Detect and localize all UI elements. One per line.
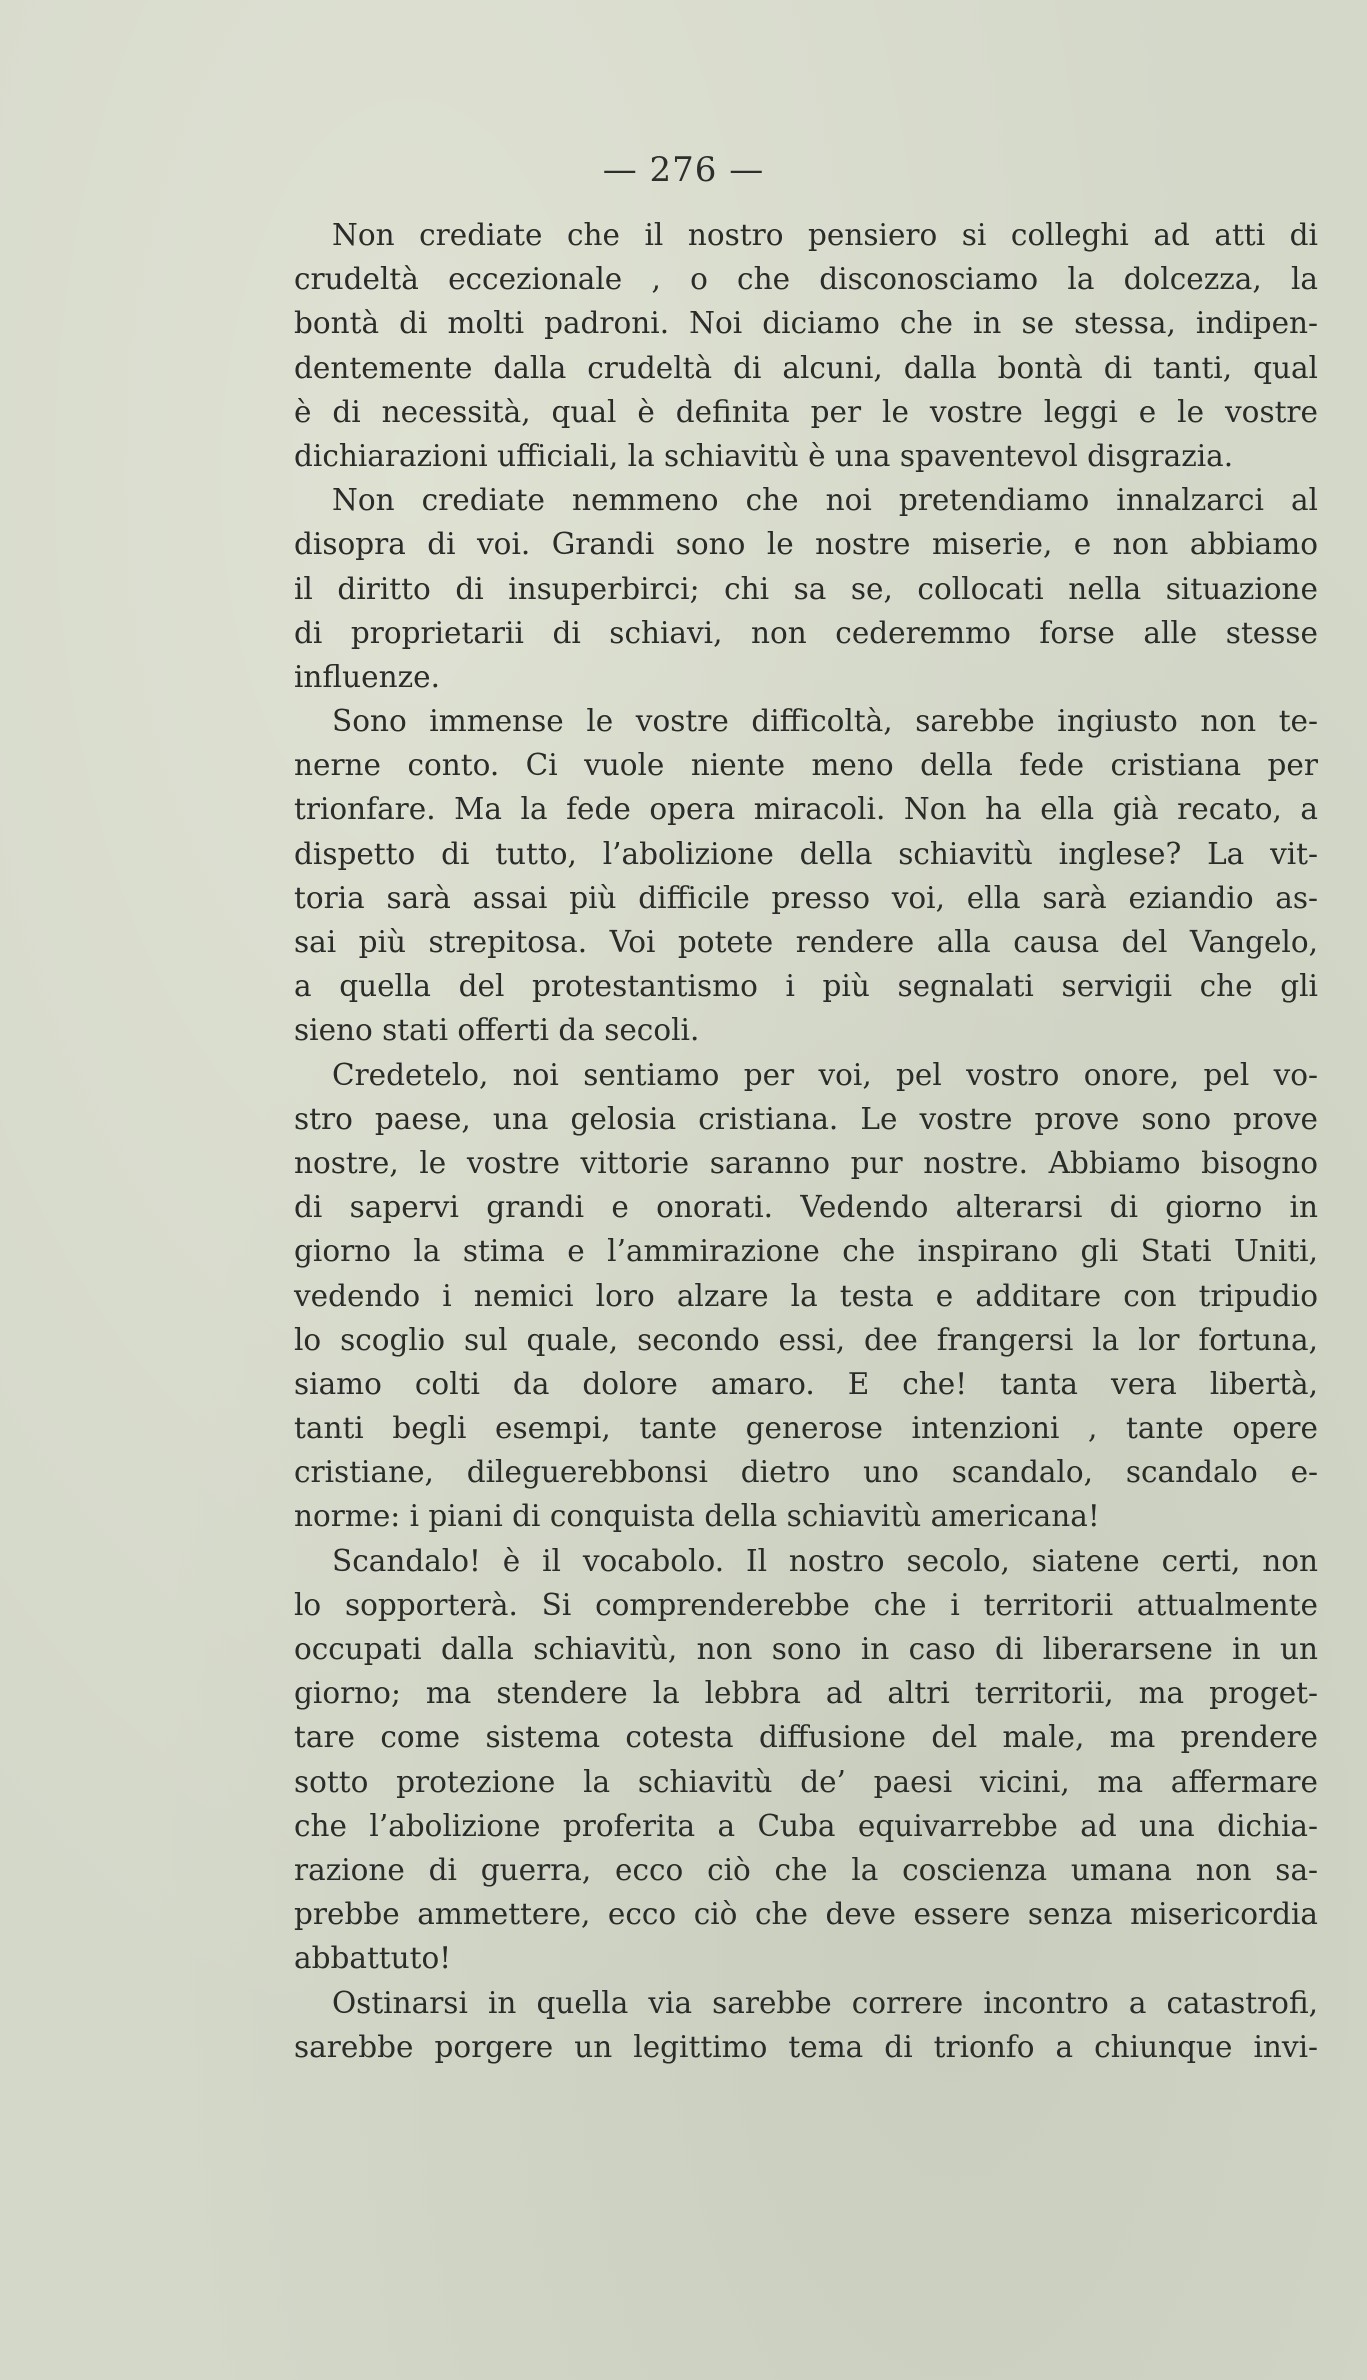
text-line-content: Credetelo, noi sentiamo per voi, pel vostro onore, pel vo- (332, 1057, 1318, 1092)
text-line-content: è di necessità, qual è definita per le vostre leggi e le vostre (294, 394, 1318, 429)
text-line-content: sotto protezione la schiavitù de’ paesi vicini, ma affermare (294, 1764, 1318, 1799)
text-line (294, 611, 1318, 655)
text-line (294, 1141, 1318, 1185)
text-line-content: occupati dalla schiavitù, non sono in caso di liberarsene in un (294, 1632, 1318, 1666)
text-line (294, 1229, 1318, 1273)
text-line-content: nerne conto. Ci vuole niente meno della fede cristiana per (294, 748, 1318, 783)
text-line-content: vedendo i nemici loro alzare la testa e additare con tripudio (294, 1278, 1318, 1313)
text-line-content: toria sarà assai più difficile presso voi, ella sarà eziandio as- (294, 880, 1318, 915)
text-line (294, 1053, 1318, 1097)
text-line-content: tanti begli esempi, tante generose intenzioni , tante opere (294, 1411, 1318, 1446)
text-line-content: cristiane, dileguerebbonsi dietro uno scandalo, scandalo e- (294, 1455, 1318, 1490)
text-line-content: bontà di molti padroni. Noi diciamo che in se stessa, indipen- (294, 306, 1318, 341)
text-line (294, 743, 1318, 787)
text-line-content: il diritto di insuperbirci; chi sa se, collocati nella situazione (294, 571, 1318, 606)
text-line (294, 213, 1318, 257)
text-line-content: sai più strepitosa. Voi potete rendere alla causa del Vangelo, (294, 925, 1318, 959)
text-line-content: siamo colti da dolore amaro. E che! tanta vera libertà, (294, 1366, 1318, 1401)
text-line (294, 1406, 1318, 1450)
text-line-content: Scandalo! è il vocabolo. Il nostro secolo, siatene certi, non (332, 1543, 1318, 1578)
text-line (294, 1981, 1318, 2025)
text-line-content: sieno stati offerti da secoli. (294, 1013, 700, 1048)
text-line (294, 1848, 1318, 1892)
text-line (294, 1715, 1318, 1759)
text-line (294, 787, 1318, 831)
text-line-content: crudeltà eccezionale , o che disconosciamo la dolcezza, la (294, 262, 1318, 297)
text-line (294, 257, 1318, 301)
text-line-content: dentemente dalla crudeltà di alcuni, dalla bontà di tanti, qual (294, 350, 1318, 385)
text-line (294, 1274, 1318, 1318)
text-line-content: influenze. (294, 659, 440, 694)
text-line (294, 1583, 1318, 1627)
text-line (294, 1008, 1318, 1052)
text-line-content: sarebbe porgere un legittimo tema di trionfo a chiunque invi- (294, 2029, 1318, 2064)
text-line (294, 1671, 1318, 1715)
text-line (294, 390, 1318, 434)
text-line (294, 478, 1318, 522)
text-line-content: tare come sistema cotesta diffusione del male, ma prendere (294, 1720, 1318, 1755)
text-line-content: lo sopporterà. Si comprenderebbe che i territorii attualmente (294, 1587, 1318, 1622)
text-line (294, 2025, 1318, 2069)
text-line (294, 1627, 1318, 1671)
text-line-content: prebbe ammettere, ecco ciò che deve essere senza misericordia (294, 1897, 1318, 1932)
text-line (294, 1318, 1318, 1362)
text-line-content: lo scoglio sul quale, secondo essi, dee frangersi la lor fortuna, (294, 1322, 1318, 1357)
text-line-content: che l’abolizione proferita a Cuba equivarrebbe ad una dichia- (294, 1808, 1318, 1843)
text-line (294, 522, 1318, 566)
text-line (294, 1097, 1318, 1141)
text-line (294, 1494, 1318, 1538)
text-line (294, 1185, 1318, 1229)
text-line-content: Non crediate che il nostro pensiero si colleghi ad atti di (332, 218, 1318, 252)
text-line-content: razione di guerra, ecco ciò che la coscienza umana non sa- (294, 1852, 1318, 1887)
text-line (294, 1804, 1318, 1848)
text-line (294, 1539, 1318, 1583)
text-line-content: giorno la stima e l’ammirazione che inspirano gli Stati Uniti, (294, 1234, 1318, 1269)
text-line (294, 832, 1318, 876)
text-line (294, 1892, 1318, 1936)
text-line-content: Sono immense le vostre difficoltà, sarebbe ingiusto non te- (332, 704, 1318, 739)
text-line-content: di sapervi grandi e onorati. Vedendo alterarsi di giorno in (294, 1190, 1318, 1225)
text-line (294, 1760, 1318, 1804)
text-line (294, 1936, 1318, 1980)
text-line-content: norme: i piani di conquista della schiavitù americana! (294, 1499, 1100, 1534)
text-line (294, 301, 1318, 345)
text-line (294, 876, 1318, 920)
text-line (294, 699, 1318, 743)
page-number: — 276 — (602, 150, 765, 190)
text-line-content: abbattuto! (294, 1941, 452, 1976)
text-line (294, 346, 1318, 390)
text-line (294, 1450, 1318, 1494)
text-line-content: di proprietarii di schiavi, non cederemmo forse alle stesse (294, 615, 1318, 650)
text-line-content: stro paese, una gelosia cristiana. Le vostre prove sono prove (294, 1101, 1318, 1136)
text-line-content: dichiarazioni ufficiali, la schiavitù è una spaventevol disgrazia. (294, 438, 1234, 473)
text-line-content: disopra di voi. Grandi sono le nostre miserie, e non abbiamo (294, 527, 1318, 562)
text-line-content: Non crediate nemmeno che noi pretendiamo innalzarci al (332, 483, 1318, 518)
body-text (294, 213, 1318, 2069)
text-line (294, 655, 1318, 699)
text-line-content: trionfare. Ma la fede opera miracoli. Non ha ella già recato, a (294, 792, 1318, 827)
text-line-content: Ostinarsi in quella via sarebbe correre incontro a catastrofi, (332, 1985, 1318, 2020)
text-line-content: giorno; ma stendere la lebbra ad altri territorii, ma proget- (294, 1676, 1318, 1711)
text-line (294, 920, 1318, 964)
text-line-content: dispetto di tutto, l’abolizione della schiavitù inglese? La vit- (294, 836, 1318, 871)
text-line (294, 567, 1318, 611)
text-line-content: a quella del protestantismo i più segnalati servigii che gli (294, 969, 1318, 1004)
text-line (294, 1362, 1318, 1406)
text-line-content: nostre, le vostre vittorie saranno pur nostre. Abbiamo bisogno (294, 1145, 1318, 1180)
text-line (294, 434, 1318, 478)
text-line (294, 964, 1318, 1008)
